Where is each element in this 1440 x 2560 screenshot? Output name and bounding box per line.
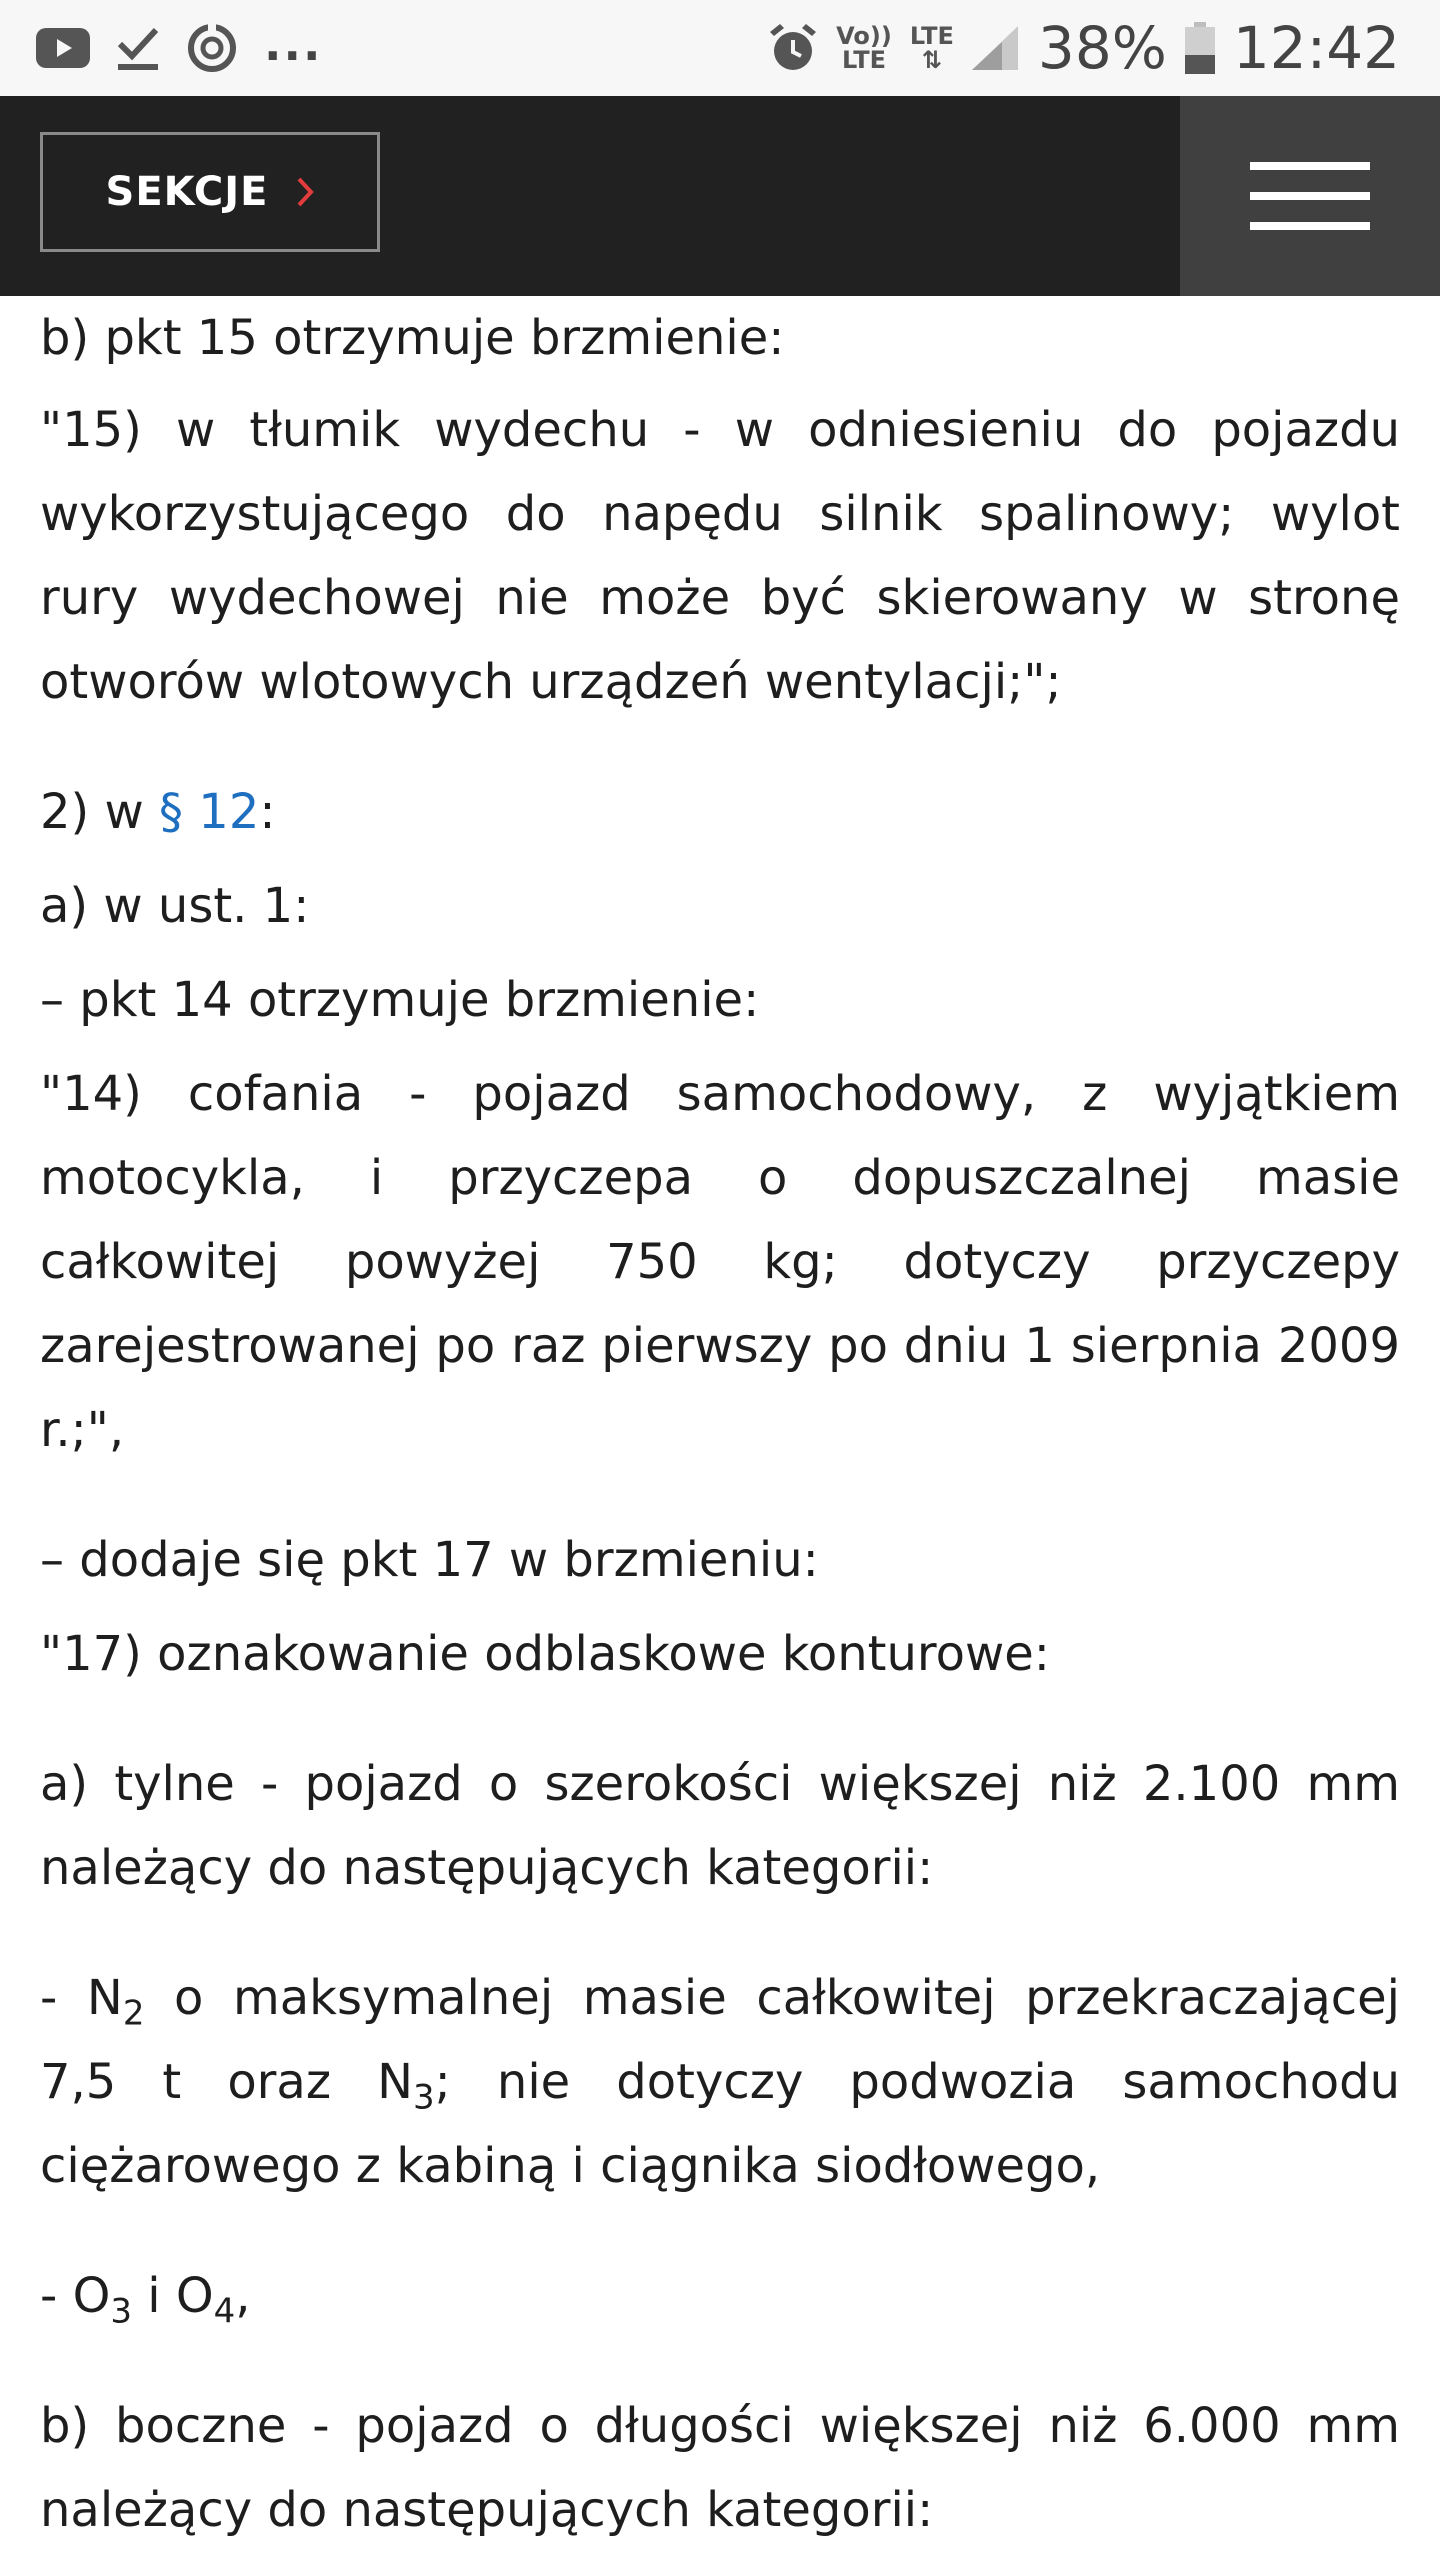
article-paragraph: a) tylne - pojazd o szerokości większej niż 2.100 mm należący do następujących kategorii: bbox=[40, 1756, 1400, 1896]
clock: 12:42 bbox=[1232, 14, 1400, 82]
article-paragraph: "15) w tłumik wydechu - w odniesieniu do pojazdu wykorzystującego do napędu silnik spalinowy; wylot rury wydechowej nie może być skierowany w stronę otworów wlotowych urządzeń wentylacji;"; bbox=[40, 402, 1400, 710]
article-content bbox=[40, 296, 1400, 2560]
lte-indicator: LTE ⇅ bbox=[909, 22, 954, 74]
chevron-right-icon bbox=[296, 176, 314, 208]
battery-percent: 38% bbox=[1037, 14, 1167, 82]
article-paragraph: a) w ust. 1: bbox=[40, 878, 310, 934]
paragraph-12-link[interactable]: § 12 bbox=[159, 784, 260, 840]
battery-icon bbox=[1185, 22, 1215, 74]
article-paragraph: - $N_2$ o maksymalnej masie całkowitej przekraczającej 7,5 t oraz $N_3$; nie dotyczy podwozia samochodu ciężarowego z kabiną i ciągnika siodłowego, bbox=[40, 1970, 1400, 2194]
signal-icon bbox=[972, 24, 1020, 72]
volte-indicator: Vo)) LTE bbox=[836, 22, 892, 74]
article-paragraph: 2) w § 12: bbox=[40, 784, 276, 840]
site-header bbox=[0, 96, 1440, 296]
article-paragraph: - $O_3$ i $O_4$, bbox=[40, 2268, 251, 2332]
notification-icons bbox=[36, 18, 322, 78]
sync-icon bbox=[186, 22, 238, 74]
article-paragraph: "17) oznakowanie odblaskowe konturowe: bbox=[40, 1626, 1050, 1682]
article-paragraph: "14) cofania - pojazd samochodowy, z wyjątkiem motocykla, i przyczepa o dopuszczalnej masie całkowitej powyżej 750 kg; dotyczy przyczepy zarejestrowanej po raz pierwszy po dniu 1 sierpnia 2009 r.;", bbox=[40, 1066, 1400, 1458]
more-notifications: ... bbox=[264, 17, 323, 71]
article-paragraph: – dodaje się pkt 17 w brzmieniu: bbox=[40, 1532, 819, 1588]
alarm-icon bbox=[768, 22, 818, 74]
check-download-icon bbox=[116, 24, 160, 72]
article-paragraph: b) boczne - pojazd o długości większej niż 6.000 mm należący do następujących kategorii: bbox=[40, 2398, 1400, 2538]
sections-label: SEKCJE bbox=[105, 169, 269, 215]
status-bar bbox=[0, 0, 1440, 96]
article-paragraph: – pkt 14 otrzymuje brzmienie: bbox=[40, 972, 760, 1028]
hamburger-menu-button[interactable] bbox=[1180, 96, 1440, 296]
system-icons bbox=[768, 14, 1400, 82]
youtube-icon bbox=[36, 28, 90, 68]
article-paragraph: b) pkt 15 otrzymuje brzmienie: bbox=[40, 310, 785, 366]
sections-button[interactable] bbox=[40, 132, 380, 252]
